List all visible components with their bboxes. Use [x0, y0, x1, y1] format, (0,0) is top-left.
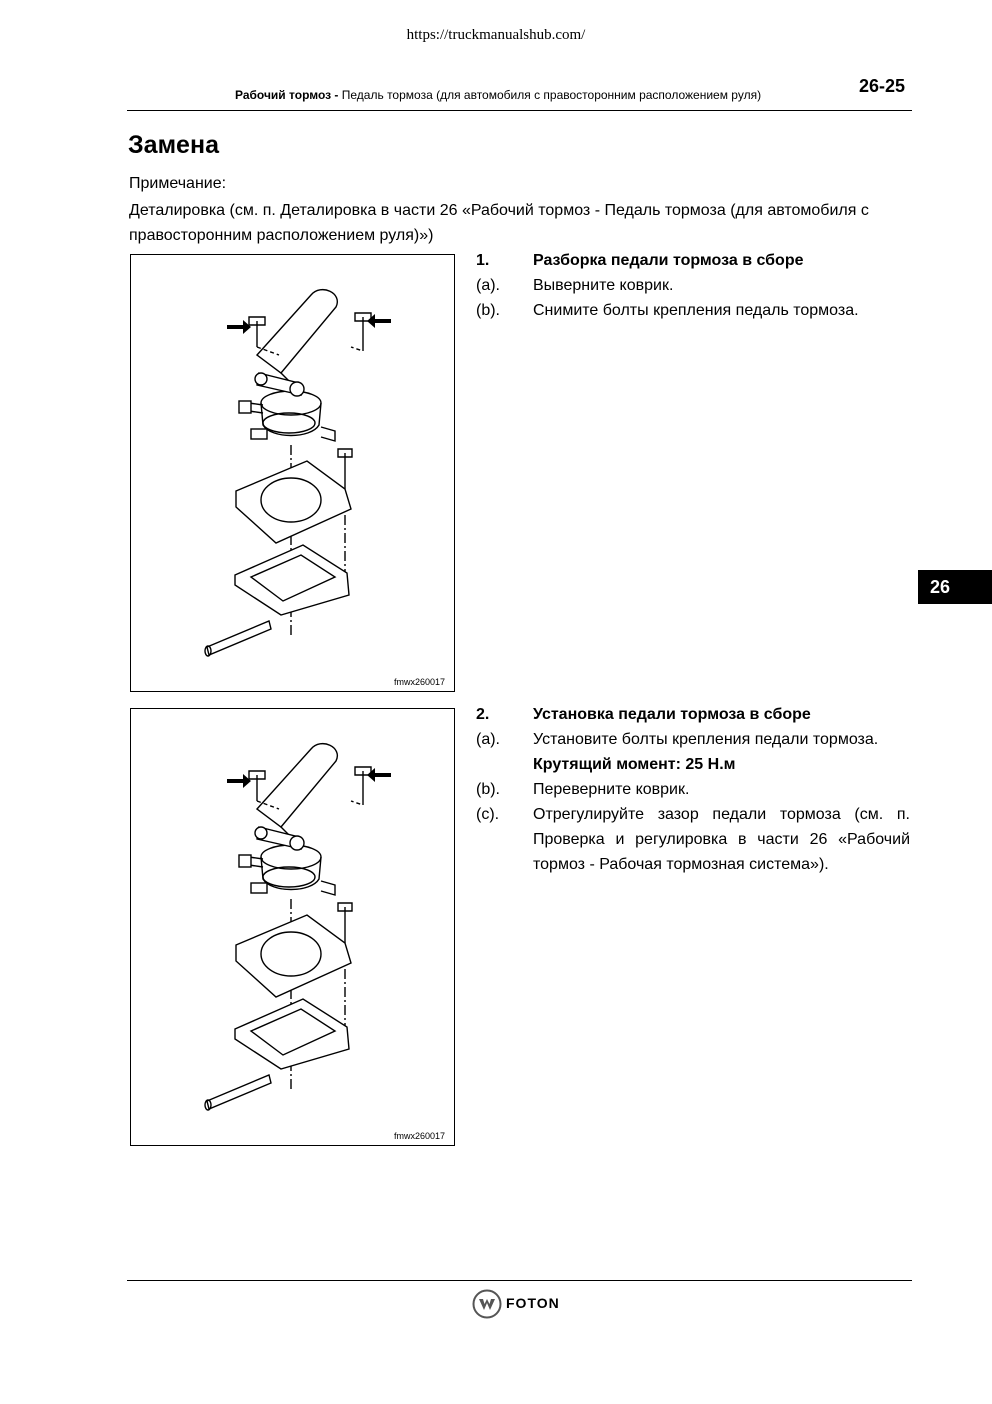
- step-2: [476, 702, 912, 877]
- step-1a-label: (a).: [476, 277, 500, 294]
- step-1b-label: (b).: [476, 302, 500, 319]
- step-1-number: 1.: [476, 252, 490, 269]
- step-1b-text: Снимите болты крепления педаль тормоза.: [533, 302, 859, 319]
- figure-code: fmwx260017: [393, 1131, 445, 1141]
- chapter-tab: 26: [918, 570, 992, 604]
- torque-spec: Крутящий момент: 25 Н.м: [533, 756, 736, 773]
- step-2c-text: Отрегулируйте зазор педали тормоза (см. п. Проверка и регулировка в части 26 «Рабочий тормоз - Рабочая тормозная система»).: [533, 806, 910, 873]
- running-header-subsection: Педаль тормоза (для автомобиля с правосторонним расположением руля): [338, 88, 762, 102]
- step-2b-label: (b).: [476, 781, 500, 798]
- note-text: Деталировка (см. п. Деталировка в части 26 «Рабочий тормоз - Педаль тормоза (для автомобиля с правосторонним расположением руля)»): [129, 202, 869, 244]
- step-2-heading-row: [476, 702, 912, 727]
- step-2a: [476, 727, 912, 752]
- foton-emblem-icon: [472, 1289, 502, 1319]
- page-title: Замена: [128, 131, 219, 159]
- step-2-heading: Установка педали тормоза в сборе: [533, 706, 811, 723]
- step-2b: [476, 777, 912, 802]
- step-2c: [476, 802, 912, 877]
- step-1: [476, 248, 912, 323]
- header-divider: [127, 110, 912, 111]
- step-2a-text: Установите болты крепления педали тормоза.: [533, 731, 879, 748]
- source-url: https://truckmanualshub.com/: [406, 27, 586, 43]
- step-1-heading: Разборка педали тормоза в сборе: [533, 252, 804, 269]
- figure-installation: [130, 708, 455, 1146]
- brake-pedal-illustration: [131, 255, 454, 691]
- note-label: Примечание:: [129, 175, 227, 192]
- running-header: [235, 88, 761, 102]
- step-2b-text: Переверните коврик.: [533, 781, 690, 798]
- step-1b: [476, 298, 912, 323]
- step-1a-text: Выверните коврик.: [533, 277, 674, 294]
- page-number: 26-25: [859, 76, 906, 96]
- step-2-number: 2.: [476, 706, 490, 723]
- brand-logo: [472, 1288, 572, 1320]
- running-header-section: Рабочий тормоз -: [235, 88, 339, 102]
- brake-pedal-illustration: [131, 709, 454, 1145]
- step-2a-spec-row: [476, 752, 912, 777]
- brand-name: FOTON: [506, 1295, 560, 1311]
- figure-disassembly: [130, 254, 455, 692]
- step-2c-label: (c).: [476, 806, 500, 823]
- footer-divider: [127, 1280, 912, 1281]
- step-1a: [476, 273, 912, 298]
- step-2a-label: (a).: [476, 731, 500, 748]
- step-1-heading-row: [476, 248, 912, 273]
- figure-code: fmwx260017: [393, 677, 445, 687]
